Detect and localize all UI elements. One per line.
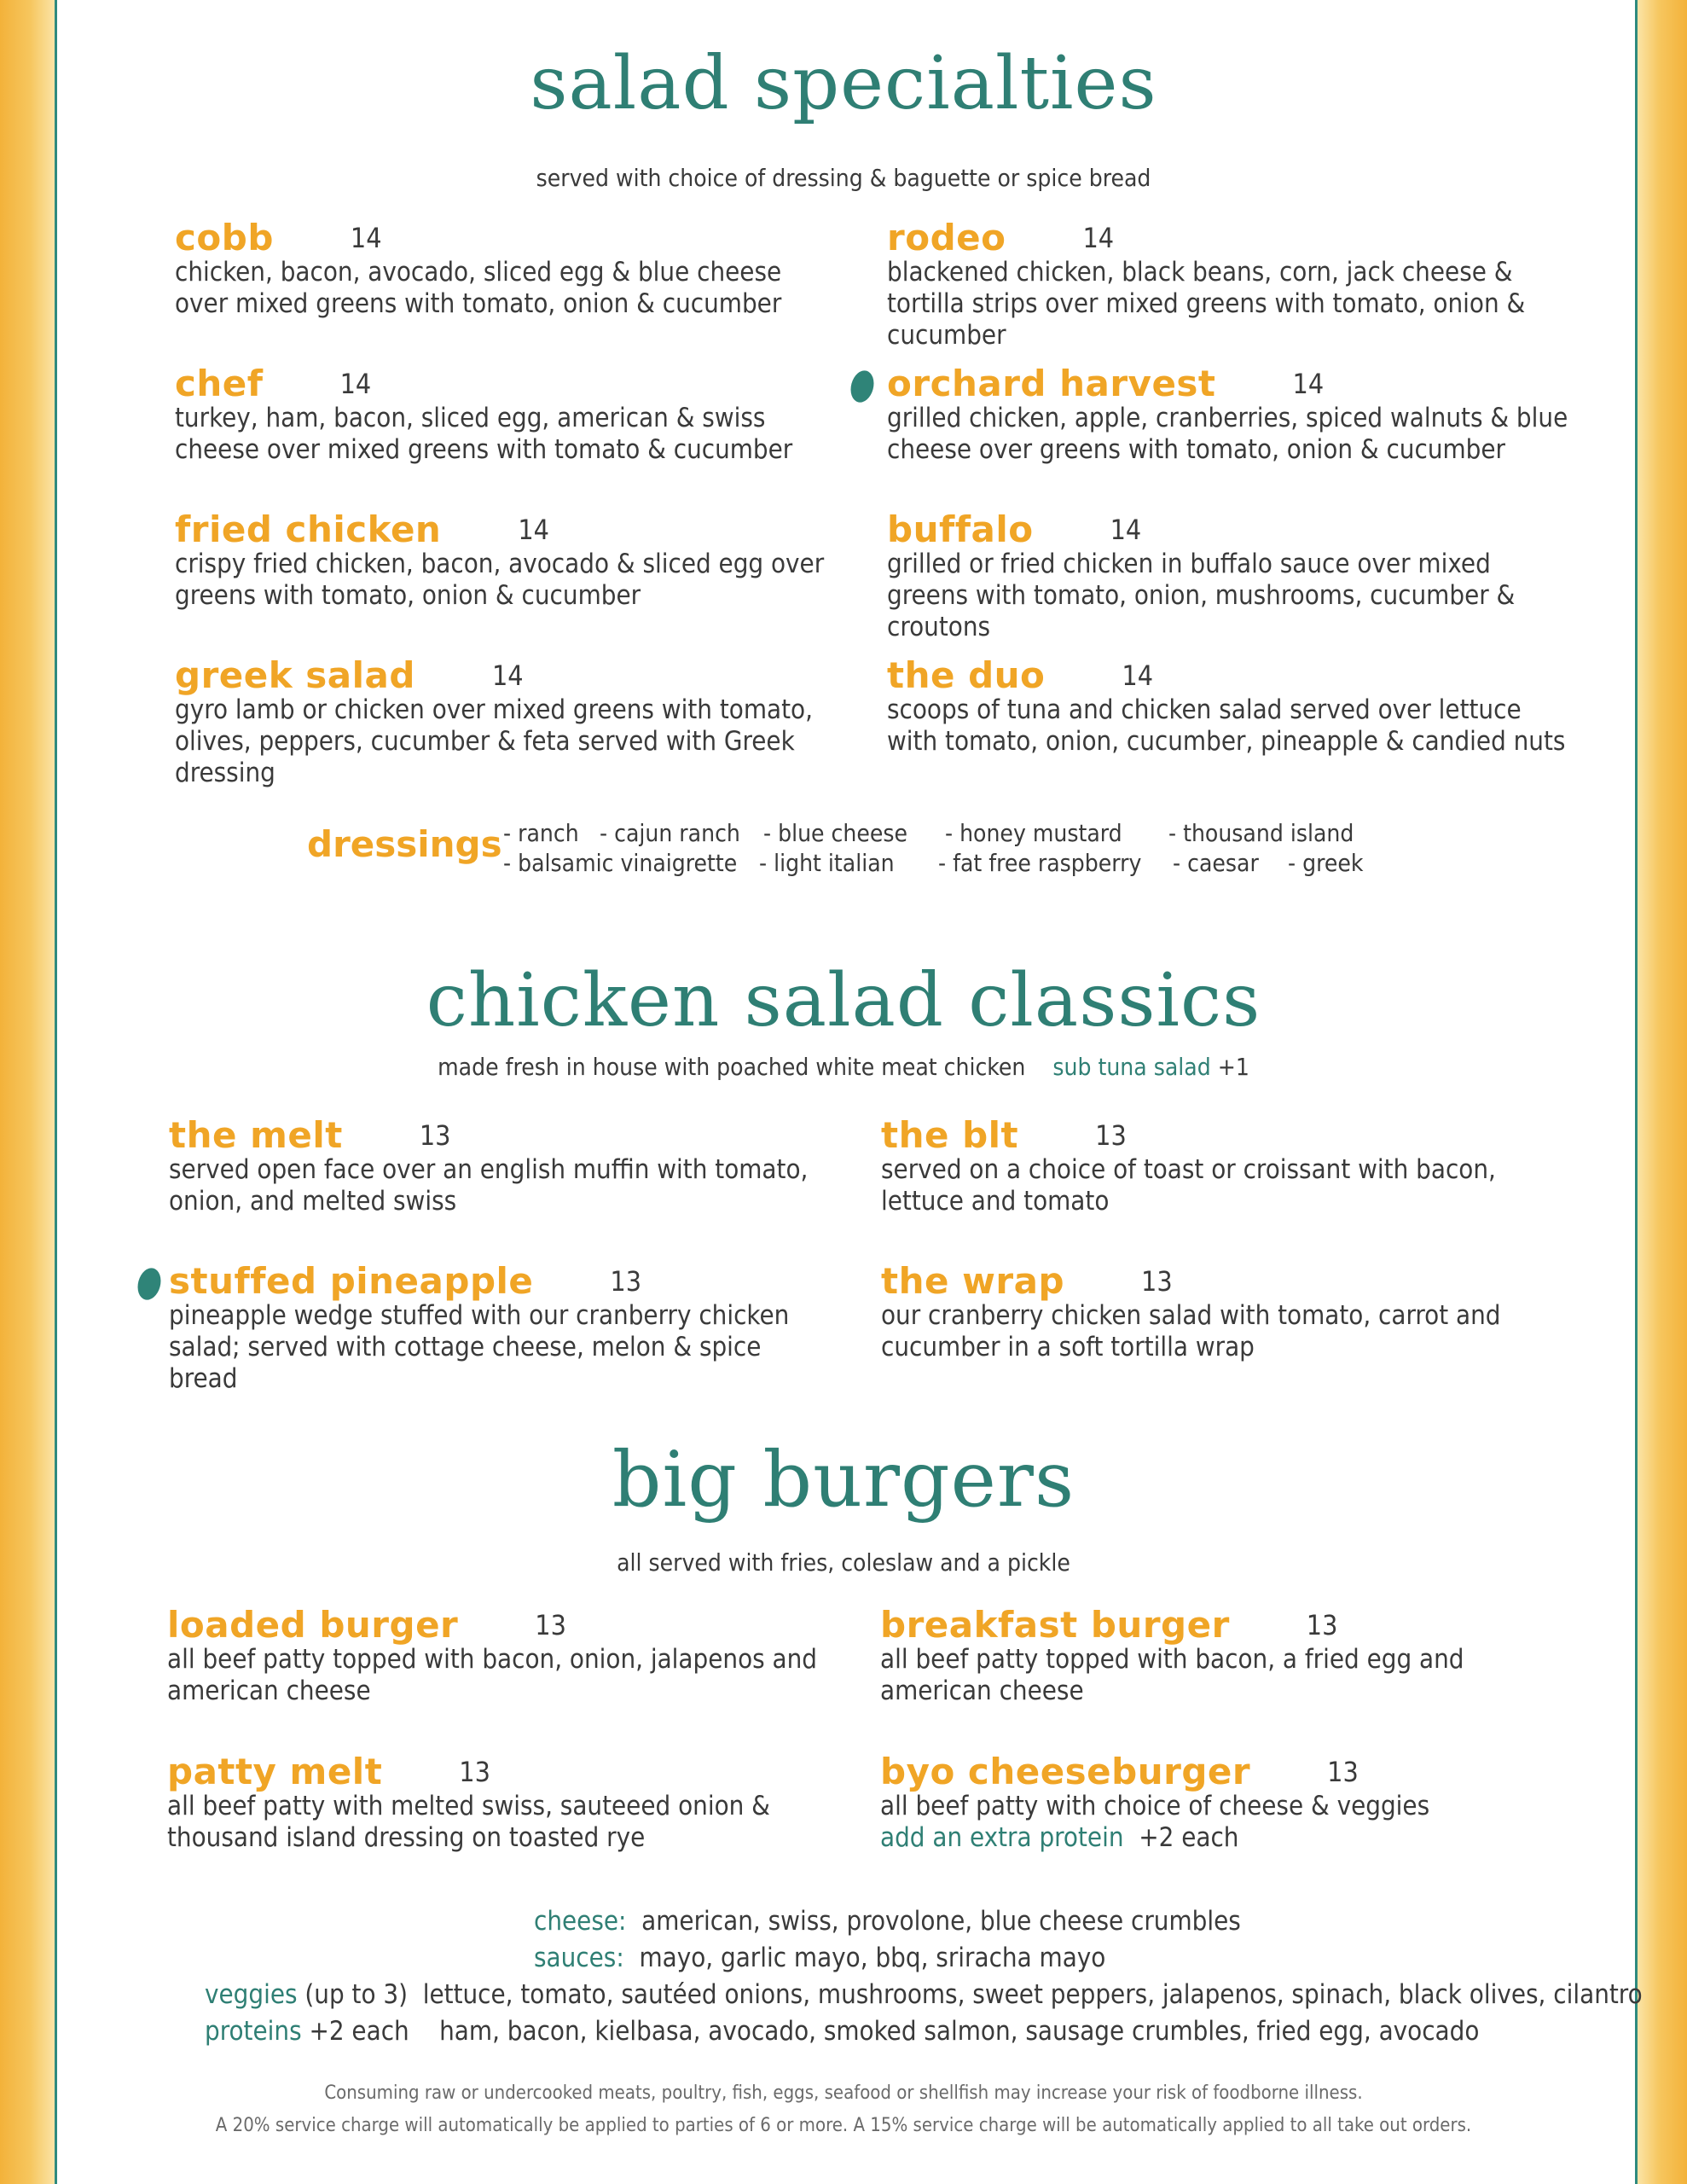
- item-price: 13: [535, 1609, 566, 1641]
- item-price: 14: [339, 368, 372, 400]
- sub-tuna-note: sub tuna salad: [1052, 1053, 1211, 1081]
- chicken-section-title: chicken salad classics: [426, 958, 1261, 1043]
- signature-item-marker-icon: [135, 1265, 165, 1302]
- veggies-list: lettuce, tomato, sautéed onions, mushrooms, sweet peppers, jalapenos, spinach, black olives, cilantro: [422, 1979, 1643, 2010]
- item-price: 14: [1122, 659, 1154, 692]
- dressings-label: dressings: [307, 823, 502, 865]
- veggies-note: (up to 3): [304, 1979, 408, 2010]
- item-price: 13: [459, 1756, 490, 1788]
- chicken-subtitle-text: made fresh in house with poached white meat chicken: [438, 1053, 1026, 1081]
- menu-item-breakfast-burger: [880, 1604, 1528, 1707]
- menu-item-the-wrap: [881, 1260, 1529, 1363]
- sauces-label: sauces:: [534, 1943, 624, 1973]
- item-description: served on a choice of toast or croissant with bacon, lettuce and tomato: [881, 1154, 1496, 1217]
- item-name: greek salad: [175, 654, 415, 696]
- item-name: patty melt: [167, 1751, 383, 1792]
- foodborne-illness-notice: Consuming raw or undercooked meats, poultry, fish, eggs, seafood or shellfish may increase your risk of foodborne illness.: [324, 2082, 1363, 2104]
- menu-item-rodeo: [887, 217, 1569, 351]
- item-name: buffalo: [887, 508, 1034, 550]
- item-name: orchard harvest: [887, 363, 1216, 404]
- cheese-label: cheese:: [534, 1906, 627, 1937]
- dressing-option: - blue cheese: [763, 819, 908, 847]
- item-description: grilled or fried chicken in buffalo sauce over mixed greens with tomato, onion, mushrooms, cucumber & croutons: [887, 549, 1516, 642]
- item-description: blackened chicken, black beans, corn, jack cheese & tortilla strips over mixed greens with tomato, onion & cucumber: [887, 257, 1526, 351]
- menu-item-chef: [175, 363, 840, 466]
- item-description: gyro lamb or chicken over mixed greens with tomato, olives, peppers, cucumber & feta served with Greek dressing: [175, 694, 813, 788]
- item-description: crispy fried chicken, bacon, avocado & sliced egg over greens with tomato, onion & cucumber: [175, 549, 825, 611]
- veggie-options: [205, 1979, 1643, 2010]
- item-description: our cranberry chicken salad with tomato, carrot and cucumber in a soft tortilla wrap: [881, 1300, 1501, 1362]
- menu-item-stuffed-pineapple: [169, 1260, 817, 1395]
- dressing-option: - greek: [1288, 849, 1364, 877]
- extra-protein-note: [880, 1822, 1528, 1854]
- item-name: rodeo: [887, 217, 1006, 258]
- item-price: 14: [1110, 514, 1142, 546]
- right-frame-line: [1635, 0, 1638, 2184]
- menu-item-patty-melt: [167, 1751, 832, 1854]
- left-gold-border: [0, 0, 55, 2184]
- sauce-options: [534, 1945, 1105, 1972]
- item-price: 13: [1095, 1119, 1127, 1152]
- item-description: all beef patty topped with bacon, a fried egg and american cheese: [880, 1644, 1464, 1706]
- sauces-list: mayo, garlic mayo, bbq, sriracha mayo: [639, 1943, 1106, 1973]
- proteins-list: ham, bacon, kielbasa, avocado, smoked salmon, sausage crumbles, fried egg, avocado: [439, 2016, 1480, 2047]
- item-price: 13: [1327, 1756, 1359, 1788]
- cheese-options: [534, 1908, 1241, 1935]
- dressing-option: - caesar: [1173, 849, 1259, 877]
- item-name: the melt: [169, 1114, 343, 1156]
- menu-item-byo-cheeseburger: [880, 1751, 1528, 1854]
- burgers-section-title: big burgers: [612, 1435, 1075, 1525]
- item-description: all beef patty with melted swiss, sauteeed onion & thousand island dressing on toasted rye: [167, 1791, 770, 1853]
- item-description: pineapple wedge stuffed with our cranberry chicken salad; served with cottage cheese, melon & spice bread: [169, 1300, 790, 1394]
- item-description: turkey, ham, bacon, sliced egg, american & swiss cheese over mixed greens with tomato & cucumber: [175, 403, 793, 465]
- dressing-option: - light italian: [759, 849, 895, 877]
- chicken-section-subtitle: [0, 1055, 1687, 1079]
- protein-options: [205, 2018, 1479, 2045]
- salad-section-subtitle: served with choice of dressing & baguette or spice bread: [536, 164, 1151, 192]
- item-price: 14: [1292, 368, 1325, 400]
- item-name: fried chicken: [175, 508, 442, 550]
- item-name: loaded burger: [167, 1604, 459, 1646]
- item-description: all beef patty topped with bacon, onion, jalapenos and american cheese: [167, 1644, 817, 1706]
- item-description: served open face over an english muffin with tomato, onion, and melted swiss: [169, 1154, 809, 1217]
- dressing-option: - thousand island: [1168, 819, 1354, 847]
- item-price: 13: [1306, 1609, 1338, 1641]
- proteins-note: +2 each: [309, 2016, 409, 2047]
- menu-item-the-melt: [169, 1114, 834, 1217]
- menu-item-cobb: [175, 217, 840, 320]
- dressing-option: - fat free raspberry: [938, 849, 1142, 877]
- menu-item-the-duo: [887, 654, 1569, 758]
- item-name: stuffed pineapple: [169, 1260, 534, 1302]
- item-price: 13: [419, 1119, 451, 1152]
- item-price: 13: [1141, 1265, 1173, 1298]
- item-price: 14: [518, 514, 549, 546]
- menu-item-fried-chicken: [175, 508, 840, 612]
- menu-item-the-blt: [881, 1114, 1563, 1217]
- item-name: cobb: [175, 217, 274, 258]
- dressing-option: - honey mustard: [945, 819, 1122, 847]
- menu-item-buffalo: [887, 508, 1569, 643]
- item-price: 13: [610, 1265, 642, 1298]
- veggies-label: veggies: [205, 1979, 298, 2010]
- service-charge-notice: A 20% service charge will automatically be applied to parties of 6 or more. A 15% service charge will be automatically applied to all take out orders.: [215, 2115, 1472, 2136]
- item-description: scoops of tuna and chicken salad served over lettuce with tomato, onion, cucumber, pineapple & candied nuts: [887, 694, 1566, 757]
- dressing-option: - ranch: [503, 819, 579, 847]
- item-name: chef: [175, 363, 264, 404]
- right-gold-border: [1638, 0, 1687, 2184]
- item-name: breakfast burger: [880, 1604, 1230, 1646]
- item-description: chicken, bacon, avocado, sliced egg & blue cheese over mixed greens with tomato, onion & cucumber: [175, 257, 782, 319]
- item-price: 14: [1082, 222, 1115, 254]
- sub-tuna-price: +1: [1217, 1053, 1249, 1081]
- item-name: the duo: [887, 654, 1046, 696]
- item-description: grilled chicken, apple, cranberries, spiced walnuts & blue cheese over greens with tomato, onion & cucumber: [887, 403, 1568, 465]
- salad-section-title: salad specialties: [530, 41, 1157, 126]
- menu-item-orchard-harvest: [887, 363, 1569, 466]
- item-name: the blt: [881, 1114, 1019, 1156]
- extra-protein-label: add an extra protein: [880, 1822, 1124, 1853]
- signature-item-marker-icon: [848, 368, 878, 404]
- item-name: byo cheeseburger: [880, 1751, 1251, 1792]
- dressing-option: - balsamic vinaigrette: [503, 849, 738, 877]
- proteins-label: proteins: [205, 2016, 302, 2047]
- menu-item-loaded-burger: [167, 1604, 832, 1707]
- item-price: 14: [491, 659, 524, 692]
- cheese-list: american, swiss, provolone, blue cheese crumbles: [641, 1906, 1241, 1937]
- dressing-option: - cajun ranch: [600, 819, 740, 847]
- item-name: the wrap: [881, 1260, 1065, 1302]
- left-frame-line: [55, 0, 57, 2184]
- burgers-section-subtitle: all served with fries, coleslaw and a pickle: [617, 1548, 1070, 1577]
- item-price: 14: [350, 222, 382, 254]
- item-description: all beef patty with choice of cheese & veggies: [880, 1791, 1430, 1821]
- menu-item-greek-salad: [175, 654, 840, 789]
- extra-protein-price: +2 each: [1139, 1822, 1239, 1853]
